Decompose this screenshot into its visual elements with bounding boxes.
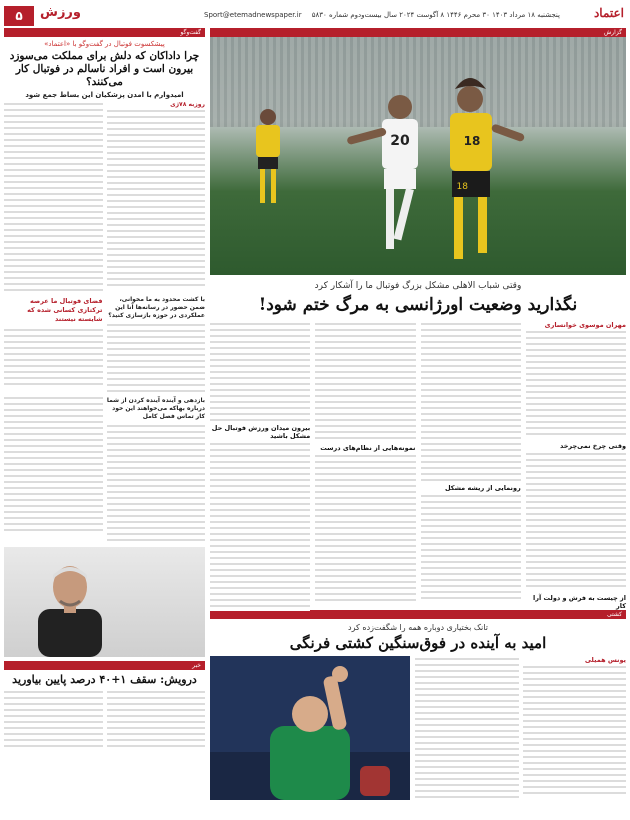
coach-photo <box>4 547 205 657</box>
sidebar-columns-2 <box>4 294 205 392</box>
text-block <box>4 327 103 387</box>
sidebar-interview <box>4 28 205 814</box>
wrestling-col-1 <box>523 656 627 800</box>
sidebar-col-left <box>4 101 103 291</box>
sidebar-col-right-4 <box>107 689 206 749</box>
text-block <box>4 101 103 291</box>
wrestling-col-2 <box>415 656 519 800</box>
text-block <box>523 664 627 798</box>
text-block <box>107 689 206 749</box>
main-col-2 <box>421 321 521 606</box>
wrestler-photo <box>210 656 410 800</box>
page-header <box>4 6 626 26</box>
main-col-1 <box>526 321 626 610</box>
wrestling-author: یونس همیلی <box>584 656 626 664</box>
page-number: ۵ <box>4 6 34 26</box>
main-headline: نگذارید وضعیت اورژانسی به مرگ ختم شود! <box>258 295 578 315</box>
football-players-icon <box>210 37 626 275</box>
coach-portrait-icon <box>24 557 116 657</box>
brand-logo: اعتماد <box>593 6 624 20</box>
svg-text:18: 18 <box>456 182 468 192</box>
sidebar-col-right-3 <box>107 395 206 543</box>
wrestler-icon <box>210 656 410 800</box>
sidebar-subtitle: امیدوارم با امدن پزشکیان این بساط جمع شود <box>25 91 184 99</box>
main-author: مهران موسوی خوانساری <box>544 321 626 329</box>
main-column <box>210 28 626 814</box>
main-col-3 <box>315 321 415 606</box>
sidebar-bar: گفت‌وگو <box>4 28 205 37</box>
subhead-5: از چیست به فرش و دولت آرا کار <box>533 594 626 610</box>
wrestling-headline: امید به آینده در فوق‌سنگین کشتی فرنگی <box>289 634 547 652</box>
main-bar: گزارش <box>210 28 626 37</box>
date-line: پنجشنبه ۱۸ مرداد ۱۴۰۳ ۳۰ محرم ۱۴۴۶ ۸ آگوست ۲۰۲۴ سال بیست‌ودوم شماره ۵۸۳۰ <box>311 11 560 19</box>
site-email: Sport@etemadnewspaper.ir <box>204 11 302 19</box>
main-col-4 <box>210 321 310 606</box>
sidebar-columns-4 <box>4 689 205 749</box>
text-block <box>421 321 521 481</box>
question-1: با کشت محدود به ما مخوانی، ضمن حضور در رسانه‌ها آنا این عملکردی در حوزه بازسازی کنید؟ <box>108 296 205 319</box>
text-block <box>421 493 521 603</box>
sidebar-byline: روزبه ۷۸ژی <box>170 101 205 108</box>
text-block <box>107 108 206 288</box>
text-block <box>526 451 626 591</box>
wrestling-kicker: تانک بختیاری دوباره همه را شگفت‌زده کرد <box>348 623 488 632</box>
question-2: بازدهی و آینده آینده کردن از شما درباره بهاکه می‌خواهند این خود کار تماس فصل کامل <box>106 397 205 420</box>
text-block <box>210 441 310 611</box>
sidebar-columns <box>4 101 205 291</box>
text-block <box>415 656 519 800</box>
sidebar-col-right-2 <box>107 294 206 392</box>
sidebar-columns-3 <box>4 395 205 543</box>
subhead-3: رونمایی از ریشه مشکل <box>444 484 521 492</box>
sidebar-title: چرا داداکان که دلش برای مملکت می‌سوزد بیرون است و افراد ناسالم در فوتبال کار می‌کنند؟ <box>9 50 200 88</box>
subhead-4: بیرون میدان ورزش فوتبال حل مشکل باشید <box>211 424 311 440</box>
subhead-2: نمونه‌هایی از نظام‌های درست <box>320 444 416 452</box>
text-block <box>526 329 626 439</box>
sidebar-bar-2: خبر <box>4 661 205 670</box>
text-block <box>315 321 415 441</box>
text-block <box>4 395 103 535</box>
text-block <box>4 689 103 749</box>
wrestling-text-columns <box>415 656 626 800</box>
wrestling-article <box>210 656 626 800</box>
svg-text:18: 18 <box>463 134 481 148</box>
text-block <box>107 322 206 392</box>
pullquote-1: فضای فوتبال ما عرصه ترکتازی کسانی شده که شایسته نیستند <box>27 297 103 323</box>
section-title: ورزش <box>40 5 81 20</box>
text-block <box>107 423 206 543</box>
text-block <box>210 321 310 421</box>
sidebar-kicker: پیشکسوت فوتبال در گفت‌وگو با «اعتماد» <box>44 40 165 48</box>
sidebar-col-left-2 <box>4 294 103 392</box>
svg-text:20: 20 <box>390 133 410 149</box>
subhead-1: وقتی چرخ نمی‌چرخد <box>559 442 626 450</box>
main-kicker: وقتی شباب الاهلی مشکل بزرگ فوتبال ما را آشکار کرد <box>314 281 522 291</box>
sidebar-title-2: درویش: سقف ۱+۴۰ درصد پایین بیاورید <box>12 673 197 686</box>
main-article-columns <box>210 321 626 610</box>
sidebar-col-left-3 <box>4 395 103 543</box>
text-block <box>315 453 415 603</box>
sidebar-col-right <box>107 101 206 291</box>
football-photo <box>210 37 626 275</box>
wrestling-bar: کشتی <box>210 610 626 619</box>
sidebar-col-left-4 <box>4 689 103 749</box>
